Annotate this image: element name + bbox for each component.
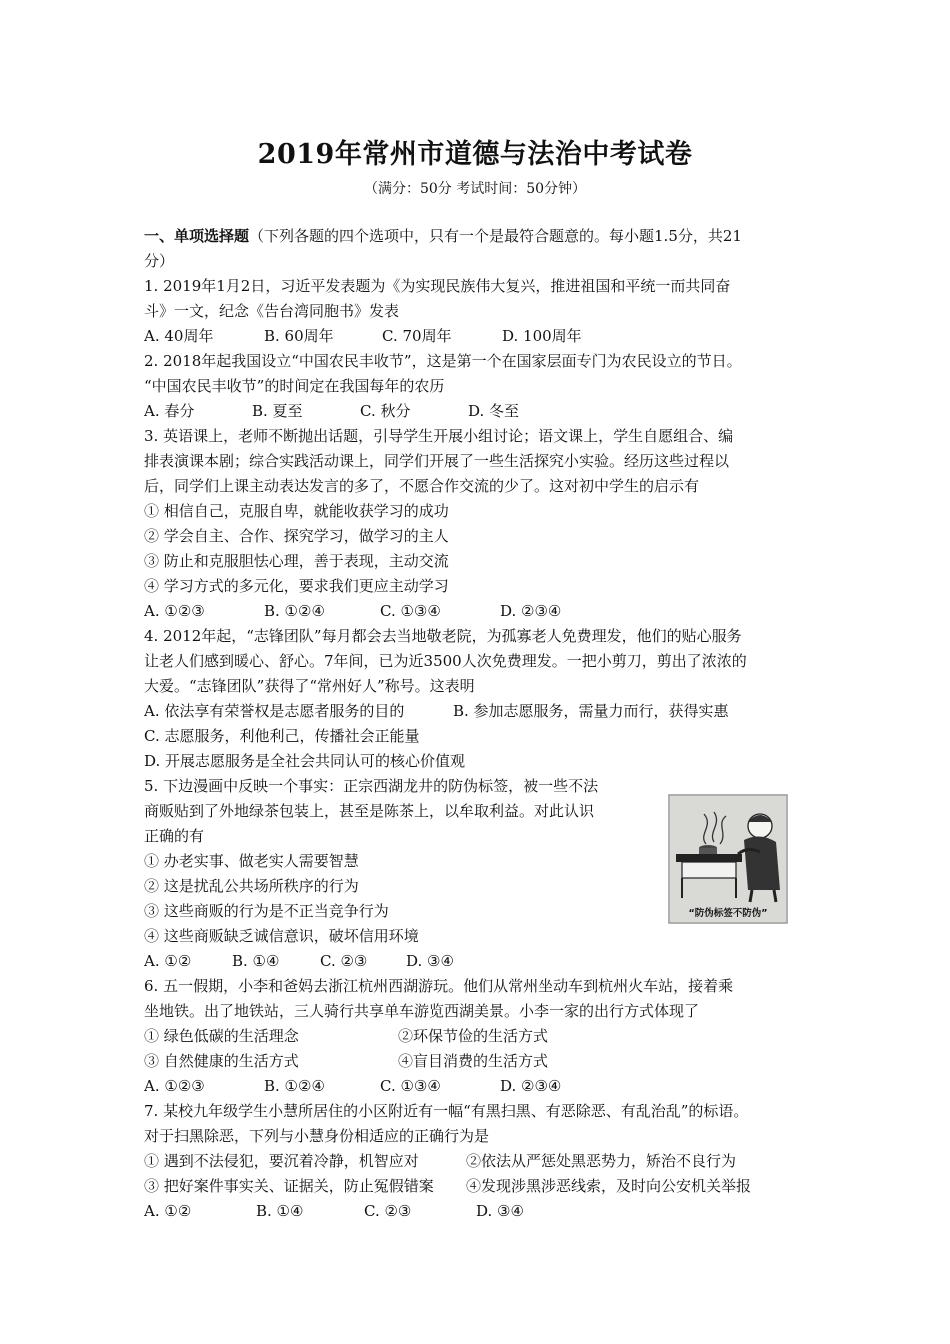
q7-option-b: B. ①④ [256,1202,304,1220]
q7-stem-line1: 7. 某校九年级学生小慧所居住的小区附近有一幅“有黑扫黑、有恶除恶、有乱治乱”的标语。 [144,1102,749,1120]
section-heading [144,224,810,249]
q1-stem-line1: 1. 2019年1月2日，习近平发表题为《为实现民族伟大复兴，推进祖国和平统一而共同奋 [144,277,731,295]
q3-option-b: B. ①②④ [264,602,325,620]
section-instruction: （下列各题的四个选项中，只有一个是最符合题意的。每小题1.5分，共21 [249,227,742,245]
q6-options [144,1074,810,1099]
q6-option-d: D. ②③④ [500,1077,562,1095]
exam-body [144,224,810,1224]
q5-block [144,774,810,974]
q4-option-b: B. 参加志愿服务，需量力而行，获得实惠 [453,702,729,720]
q3-option-d: D. ②③④ [500,602,562,620]
q5-item-2: ② 这是扰乱公共场所秩序的行为 [144,877,359,895]
q3-item-3: ③ 防止和克服胆怯心理，善于表现，主动交流 [144,552,449,570]
q6-items-12 [144,1024,810,1049]
q5-item-4: ④ 这些商贩缺乏诚信意识，破坏信用环境 [144,927,419,945]
q5-option-a: A. ①② [144,952,192,970]
q7-stem-line2: 对于扫黑除恶，下列与小慧身份相适应的正确行为是 [144,1127,490,1145]
man-body-icon [744,836,780,890]
q1-option-c: C. 70周年 [382,327,452,345]
q7-items-12 [144,1149,810,1174]
q2-stem-line2: “中国农民丰收节”的时间定在我国每年的农历 [144,377,445,395]
q7-options [144,1199,810,1224]
q5-option-b: B. ①④ [232,952,280,970]
q6-item-1: ① 绿色低碳的生活理念 [144,1027,299,1045]
q7-item-3: ③ 把好案件事实关、证据关，防止冤假错案 [144,1177,434,1195]
q1-stem-line2: 斗》一文，纪念《告台湾同胞书》发表 [144,302,400,320]
q4-option-c: C. 志愿服务，利他利己，传播社会正能量 [144,727,420,745]
q1-options [144,324,810,349]
q7-option-c: C. ②③ [364,1202,412,1220]
q5-item-1: ① 办老实事、做老实人需要智慧 [144,852,359,870]
q6-option-a: A. ①②③ [144,1077,205,1095]
q6-item-4: ④盲目消费的生活方式 [398,1052,549,1070]
q3-item-1: ① 相信自己，克服自卑，就能收获学习的成功 [144,502,449,520]
page-subtitle: （满分：50分 考试时间：50分钟） [363,181,587,197]
q4-stem-line1: 4. 2012年起，“志锋团队”每月都会去当地敬老院，为孤寡老人免费理发，他们的贴心服务 [144,627,742,645]
table-top [676,854,742,862]
q1-option-d: D. 100周年 [502,327,582,345]
q5-option-d: D. ③④ [406,952,454,970]
q3-stem-line1: 3. 英语课上，老师不断抛出话题，引导学生开展小组讨论；语文课上，学生自愿组合、编 [144,427,734,445]
q7-option-d: D. ③④ [476,1202,524,1220]
q2-option-c: C. 秋分 [360,402,411,420]
q5-option-c: C. ②③ [320,952,368,970]
q3-stem-line3: 后，同学们上课主动表达发言的多了，不愿合作交流的少了。这对初中学生的启示有 [144,477,700,495]
cartoon-caption: “防伪标签不防伪” [688,908,768,919]
q5-stem-line2: 商贩贴到了外地绿茶包装上，甚至是陈茶上，以牟取利益。对此认识 [144,802,595,820]
q4-options-ab [144,699,810,724]
cartoon-image [668,794,788,924]
q6-option-c: C. ①③④ [380,1077,441,1095]
q7-item-4: ④发现涉黑涉恶线索，及时向公安机关举报 [466,1177,752,1195]
q2-option-b: B. 夏至 [252,402,303,420]
q5-stem-line3: 正确的有 [144,827,205,845]
q5-options [144,949,659,974]
q5-stem-line1: 5. 下边漫画中反映一个事实：正宗西湖龙井的防伪标签，被一些不法 [144,777,599,795]
q2-options [144,399,810,424]
q4-stem-line2: 让老人们感到暖心、舒心。7年间，已为近3500人次免费理发。一把小剪刀，剪出了浓浓的 [144,652,747,670]
section-title: 一、单项选择题 [144,227,250,245]
q4-option-a: A. 依法享有荣誉权是志愿者服务的目的 [144,702,405,720]
q2-option-a: A. 春分 [144,402,195,420]
q3-item-2: ② 学会自主、合作、探究学习，做学习的主人 [144,527,449,545]
q2-option-d: D. 冬至 [468,402,520,420]
q2-stem-line1: 2. 2018年起我国设立“中国农民丰收节”，这是第一个在国家层面专门为农民设立的节日。 [144,352,742,370]
q7-item-1: ① 遇到不法侵犯，要沉着冷静，机智应对 [144,1152,419,1170]
section-instruction-cont: 分） [144,252,175,270]
q6-option-b: B. ①②④ [264,1077,325,1095]
q6-items-34 [144,1049,810,1074]
q4-option-d: D. 开展志愿服务是全社会共同认可的核心价值观 [144,752,466,770]
q3-stem-line2: 排表演课本剧；综合实践活动课上，同学们开展了一些生活探究小实验。经历这些过程以 [144,452,730,470]
q6-stem-line1: 6. 五一假期，小李和爸妈去浙江杭州西湖游玩。他们从常州坐动车到杭州火车站，接着乘 [144,977,734,995]
q4-stem-line3: 大爱。“志锋团队”获得了“常州好人”称号。这表明 [144,677,475,695]
q3-options [144,599,810,624]
q7-items-34 [144,1174,810,1199]
q3-option-a: A. ①②③ [144,602,205,620]
q3-item-4: ④ 学习方式的多元化，要求我们更应主动学习 [144,577,449,595]
q1-option-a: A. 40周年 [144,327,214,345]
q1-option-b: B. 60周年 [264,327,334,345]
q6-stem-line2: 坐地铁。出了地铁站，三人骑行共享单车游览西湖美景。小李一家的出行方式体现了 [144,1002,700,1020]
page-title: 2019年常州市道德与法治中考试卷 [257,139,693,170]
q7-option-a: A. ①② [144,1202,192,1220]
table-drawer [682,862,736,878]
q6-item-2: ②环保节俭的生活方式 [398,1027,549,1045]
q7-item-2: ②依法从严惩处黑恶势力，矫治不良行为 [466,1152,737,1170]
q6-item-3: ③ 自然健康的生活方式 [144,1052,299,1070]
q5-item-3: ③ 这些商贩的行为是不正当竞争行为 [144,902,389,920]
q3-option-c: C. ①③④ [380,602,441,620]
